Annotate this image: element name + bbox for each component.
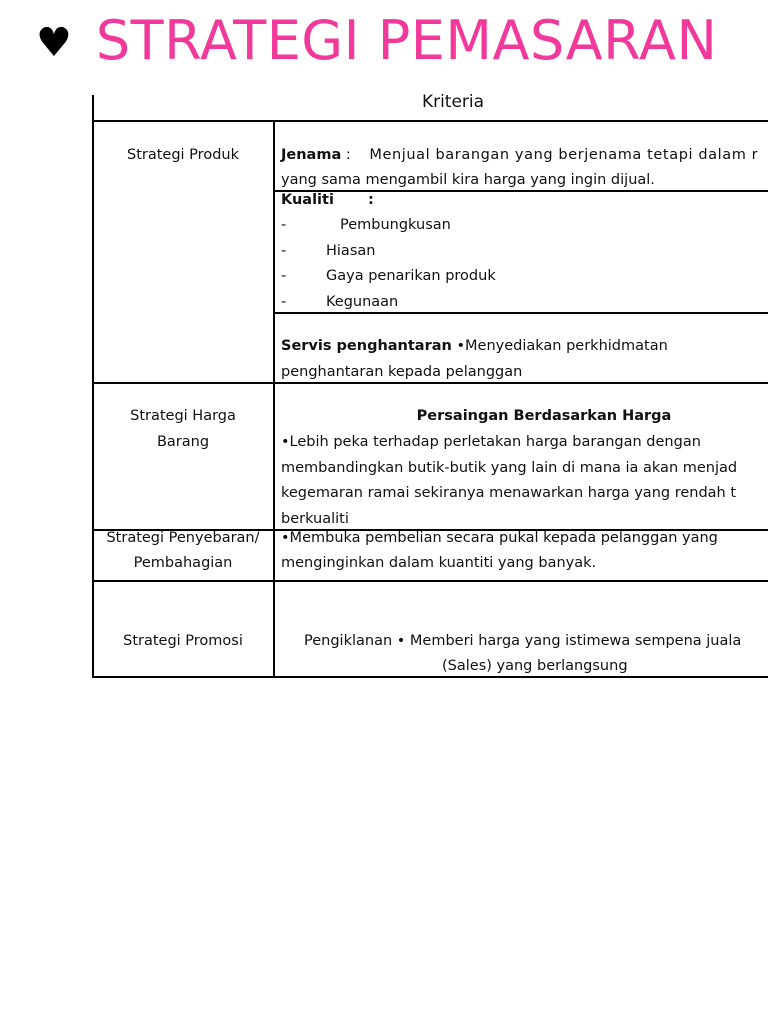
kualiti-item-2: Hiasan: [326, 243, 376, 259]
kualiti-item-3: Gaya penarikan produk: [326, 268, 496, 284]
header-bottom-border: [92, 120, 768, 122]
servis-text-1: •Menyediakan perkhidmatan: [451, 338, 668, 354]
harga-line-4: berkualiti: [281, 511, 349, 527]
kualiti-item-4: Kegunaan: [326, 294, 399, 310]
promosi-line-1: Pengiklanan • Memberi harga yang istimewa sempena juala: [304, 633, 742, 649]
kualiti-bullet-4: -: [281, 294, 287, 310]
penyebaran-line-2: menginginkan dalam kuantiti yang banyak.: [281, 555, 597, 571]
servis-text-2: penghantaran kepada pelanggan: [281, 364, 523, 380]
row-label-harga-1: Strategi Harga: [130, 408, 236, 424]
slide-title: [36, 6, 717, 76]
kualiti-bullet-1: -: [281, 217, 287, 233]
harga-heading: Persaingan Berdasarkan Harga: [416, 408, 672, 424]
jenama-sep: :: [341, 147, 356, 163]
row-divider-3: [92, 580, 768, 582]
row-label-harga-2: Barang: [156, 434, 210, 450]
title-text: STRATEGI PEMASARAN: [95, 9, 718, 72]
promosi-line-2: (Sales) yang berlangsung: [442, 658, 628, 674]
harga-line-1: •Lebih peka terhadap perletakan harga barangan dengan: [281, 434, 701, 450]
kualiti-heading: [281, 188, 374, 214]
jenama-term: Jenama: [281, 147, 342, 163]
servis-line-1: [281, 334, 668, 360]
row-label-promosi: Strategi Promosi: [123, 633, 243, 649]
table-left-border: [92, 95, 94, 677]
table-bottom-border: [92, 676, 768, 678]
heart-icon: ♥: [36, 20, 72, 66]
servis-term: Servis penghantaran: [281, 338, 452, 354]
kualiti-bullet-3: -: [281, 268, 287, 284]
harga-line-2: membandingkan butik-butik yang lain di mana ia akan menjad: [281, 460, 738, 476]
jenama-text-1: Menjual barangan yang berjenama tetapi dalam r: [369, 147, 759, 163]
row-label-penyebaran-1: Strategi Penyebaran/: [106, 530, 260, 546]
table-header-kriteria: Kriteria: [421, 92, 485, 112]
kualiti-item-1: Pembungkusan: [340, 217, 451, 233]
row-label-produk: Strategi Produk: [127, 147, 239, 163]
kualiti-bullet-2: -: [281, 243, 287, 259]
column-divider: [273, 120, 275, 677]
harga-line-3: kegemaran ramai sekiranya menawarkan harga yang rendah t: [281, 485, 737, 501]
jenama-text-2: yang sama mengambil kira harga yang ingin dijual.: [281, 172, 655, 188]
jenama-line-1: [281, 143, 758, 169]
kualiti-term: Kualiti: [281, 192, 334, 208]
kualiti-sep: :: [367, 192, 374, 208]
penyebaran-line-1: •Membuka pembelian secara pukal kepada pelanggan yang: [281, 530, 718, 546]
row-label-penyebaran-2: Pembahagian: [133, 555, 233, 571]
